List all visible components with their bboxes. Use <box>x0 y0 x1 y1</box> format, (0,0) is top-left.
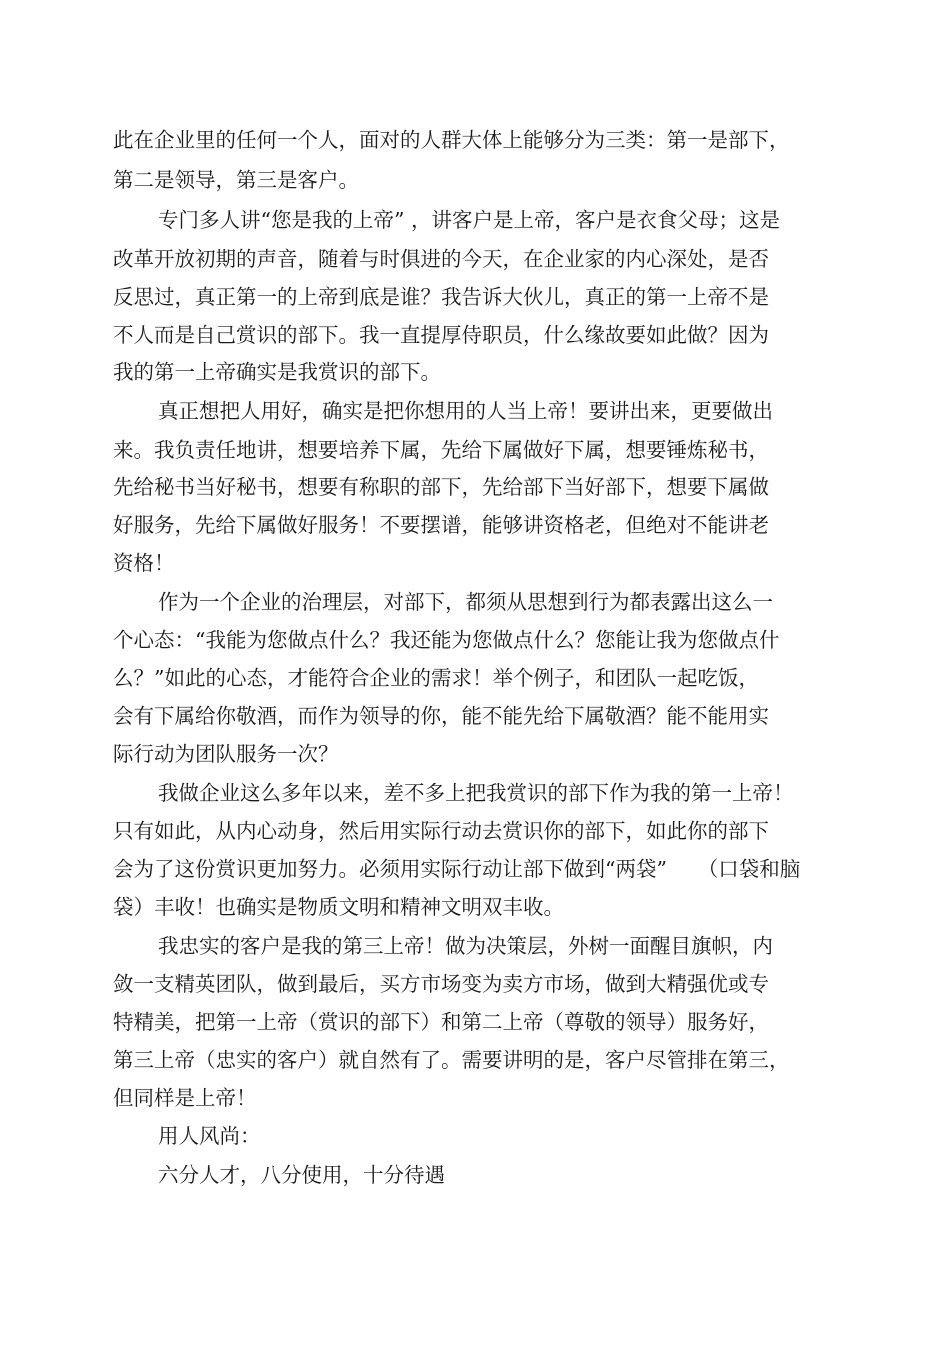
text-line-16: 会有下属给你敬酒，而作为领导的你，能不能先给下属敬酒？能不能用实 <box>113 704 769 728</box>
text-line-15: 么？”如此的心态，才能符合企业的需求！举个例子，和团队一起吃饭， <box>113 666 759 690</box>
text-line-5: 反思过，真正第一的上帝到底是谁？我告诉大伙儿，真正的第一上帝不是 <box>113 285 769 309</box>
text-line-21: 袋）丰收！也确实是物质文明和精神文明双丰收。 <box>113 895 564 919</box>
text-line-17: 际行动为团队服务一次？ <box>113 742 339 766</box>
text-line-11: 好服务，先给下属做好服务！不要摆谱，能够讲资格老，但绝对不能讲老 <box>113 513 769 537</box>
text-line-26: 但同样是上帝！ <box>113 1086 257 1110</box>
text-line-19: 只有如此，从内心动身，然后用实际行动去赏识你的部下，如此你的部下 <box>113 819 769 843</box>
text-line-28: 六分人才，八分使用，十分待遇 <box>158 1163 445 1187</box>
text-line-22: 我忠实的客户是我的第三上帝！做为决策层，外树一面醒目旗帜，内 <box>158 934 773 958</box>
text-line-2: 第二是领导，第三是客户。 <box>113 168 359 192</box>
text-line-6: 不人而是自己赏识的部下。我一直提厚侍职员，什么缘故要如此做？因为 <box>113 323 769 347</box>
text-line-18: 我做企业这么多年以来，差不多上把我赏识的部下作为我的第一上帝！ <box>158 781 794 805</box>
text-line-8: 真正想把人用好，确实是把你想用的人当上帝！要讲出来，更要做出 <box>158 399 773 423</box>
text-line-13: 作为一个企业的治理层，对部下，都须从思想到行为都表露出这么一 <box>158 590 773 614</box>
text-line-7: 我的第一上帝确实是我赏识的部下。 <box>113 360 441 384</box>
text-line-9: 来。我负责任地讲，想要培养下属，先给下属做好下属，想要锤炼秘书， <box>113 438 769 462</box>
text-line-23: 敛一支精英团队，做到最后，买方市场变为卖方市场，做到大精强优或专 <box>113 972 769 996</box>
text-line-25: 第三上帝（忠实的客户）就自然有了。需要讲明的是，客户尽管排在第三， <box>113 1048 790 1072</box>
text-line-20: 会为了这份赏识更加努力。必须用实际行动让部下做到“两袋” （口袋和脑 <box>113 857 801 881</box>
text-line-4: 改革开放初期的声音，随着与时俱进的今天，在企业家的内心深处，是否 <box>113 247 769 271</box>
text-line-27: 用人风尚： <box>158 1124 261 1148</box>
text-line-10: 先给秘书当好秘书，想要有称职的部下，先给部下当好部下，想要下属做 <box>113 475 769 499</box>
text-line-14: 个心态：“我能为您做点什么？我还能为您做点什么？您能让我为您做点什 <box>113 628 780 652</box>
text-line-24: 特精美，把第一上帝（赏识的部下）和第二上帝（尊敬的领导）服务好， <box>113 1010 769 1034</box>
text-line-12: 资格！ <box>113 551 175 575</box>
text-line-1: 此在企业里的任何一个人，面对的人群大体上能够分为三类：第一是部下， <box>113 128 790 152</box>
text-line-3: 专门多人讲“您是我的上帝” ，讲客户是上帝，客户是衣食父母；这是 <box>158 208 780 232</box>
